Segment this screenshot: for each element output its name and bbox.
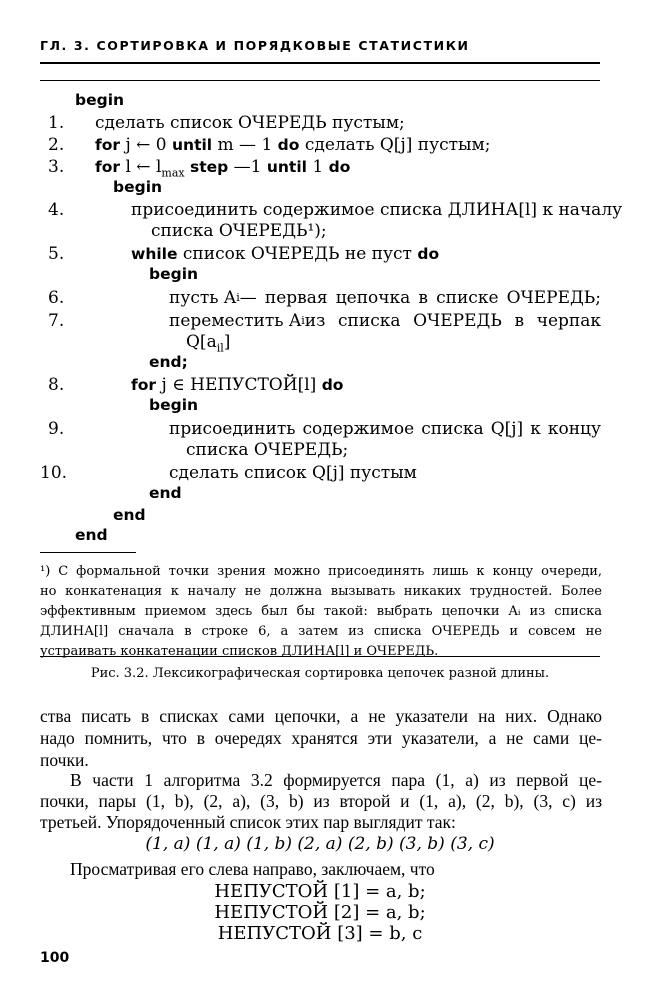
algorithm-line-10: сделать список Q[j] пустым (169, 463, 417, 483)
inner-begin: begin (149, 396, 199, 414)
paragraph-line: В части 1 алгоритма 3.2 формируется пара (1, a) из первой це- (70, 770, 602, 790)
algorithm-line-1: сделать список ОЧЕРЕДЬ пустым; (95, 113, 405, 133)
inner-begin: begin (113, 178, 163, 196)
line-number: 7. (48, 311, 65, 331)
footnote-line: ¹) С формальной точки зрения можно присоединять лишь к концу очереди, (40, 564, 602, 579)
line-number: 9. (48, 419, 65, 439)
figure-top-rule (40, 80, 600, 81)
inner-begin: begin (149, 265, 199, 283)
paragraph-line: почки, пары (1, b), (2, a), (3, b) из второй и (1, a), (2, b), (3, c) из (40, 791, 602, 811)
algorithm-begin: begin (75, 91, 125, 109)
paragraph-line: ства писать в списках сами цепочки, а не указатели на них. Однако (40, 706, 602, 726)
end: end (75, 526, 108, 544)
figure-bottom-rule (40, 656, 600, 657)
paragraph-line: почки. (40, 750, 89, 770)
footnote-line: ДЛИНА[l] сначала в строке 6, а затем из списка ОЧЕРЕДЬ и совсем не (40, 624, 602, 639)
line-number: 4. (48, 200, 65, 220)
algorithm-line-7: переместить A i из списка ОЧЕРЕДЬ в черпак (169, 311, 601, 331)
figure-caption: Рис. 3.2. Лексикографическая сортировка цепочек разной длины. (90, 666, 550, 681)
paragraph-line: третьей. Упорядоченный список этих пар выглядит так: (40, 812, 456, 832)
line-number: 3. (48, 157, 65, 177)
line-number: 8. (48, 375, 65, 395)
pairs-list: (1, a) (1, a) (1, b) (2, a) (2, b) (3, b) (3, c) (145, 834, 495, 854)
line-number: 5. (48, 244, 65, 264)
line-number: 6. (48, 288, 65, 308)
footnote-rule (40, 552, 136, 553)
header-rule (40, 62, 600, 64)
algorithm-line-6: пусть A i — первая цепочка в списке ОЧЕРЕДЬ; (169, 288, 601, 308)
footnote-line: устраивать конкатенации списков ДЛИНА[l] и ОЧЕРЕДЬ. (40, 644, 439, 659)
algorithm-line-4: присоединить содержимое списка ДЛИНА[l] к началу (131, 200, 623, 220)
algorithm-line-9: присоединить содержимое списка Q[j] к концу (169, 419, 601, 439)
line-number: 2. (48, 135, 65, 155)
end: end (149, 484, 182, 502)
paragraph-line: надо помнить, что в очередях хранятся эти указатели, а не сами це- (40, 728, 602, 748)
footnote-line: эффективным приемом здесь был бы такой: выбрать цепочки Aᵢ из списка (40, 604, 602, 619)
inner-end: end; (149, 353, 188, 371)
algorithm-line-7-cont: $Q[a_{il}]$ (186, 332, 231, 355)
footnote-line: но конкатенация к началу не должна вызывать никаких трудностей. Более (40, 584, 602, 599)
algorithm-line-4-cont: списка ОЧЕРЕДЬ¹); (151, 221, 327, 241)
running-header: ГЛ. 3. СОРТИРОВКА И ПОРЯДКОВЫЕ СТАТИСТИКИ (40, 38, 470, 53)
algorithm-line-5: while список ОЧЕРЕДЬ не пуст do (131, 244, 440, 264)
algorithm-line-3: for l ← $l_{max}$ step —1 until 1 do (95, 157, 351, 180)
algorithm-line-9-cont: списка ОЧЕРЕДЬ; (186, 440, 349, 460)
algorithm-line-8: for j ∈ НЕПУСТОЙ[l] do (131, 375, 344, 395)
result-line: НЕПУСТОЙ [3] = b, c (217, 923, 423, 944)
page-number: 100 (40, 950, 70, 966)
line-number: 1. (48, 113, 65, 133)
paragraph-line: Просматривая его слева направо, заключаем, что (70, 859, 435, 879)
line-number: 10. (40, 463, 68, 483)
result-line: НЕПУСТОЙ [2] = a, b; (214, 902, 426, 923)
result-line: НЕПУСТОЙ [1] = a, b; (214, 881, 426, 902)
end: end (113, 506, 146, 524)
algorithm-line-2: for j ← 0 until m — 1 do сделать Q[j] пустым; (95, 135, 491, 155)
